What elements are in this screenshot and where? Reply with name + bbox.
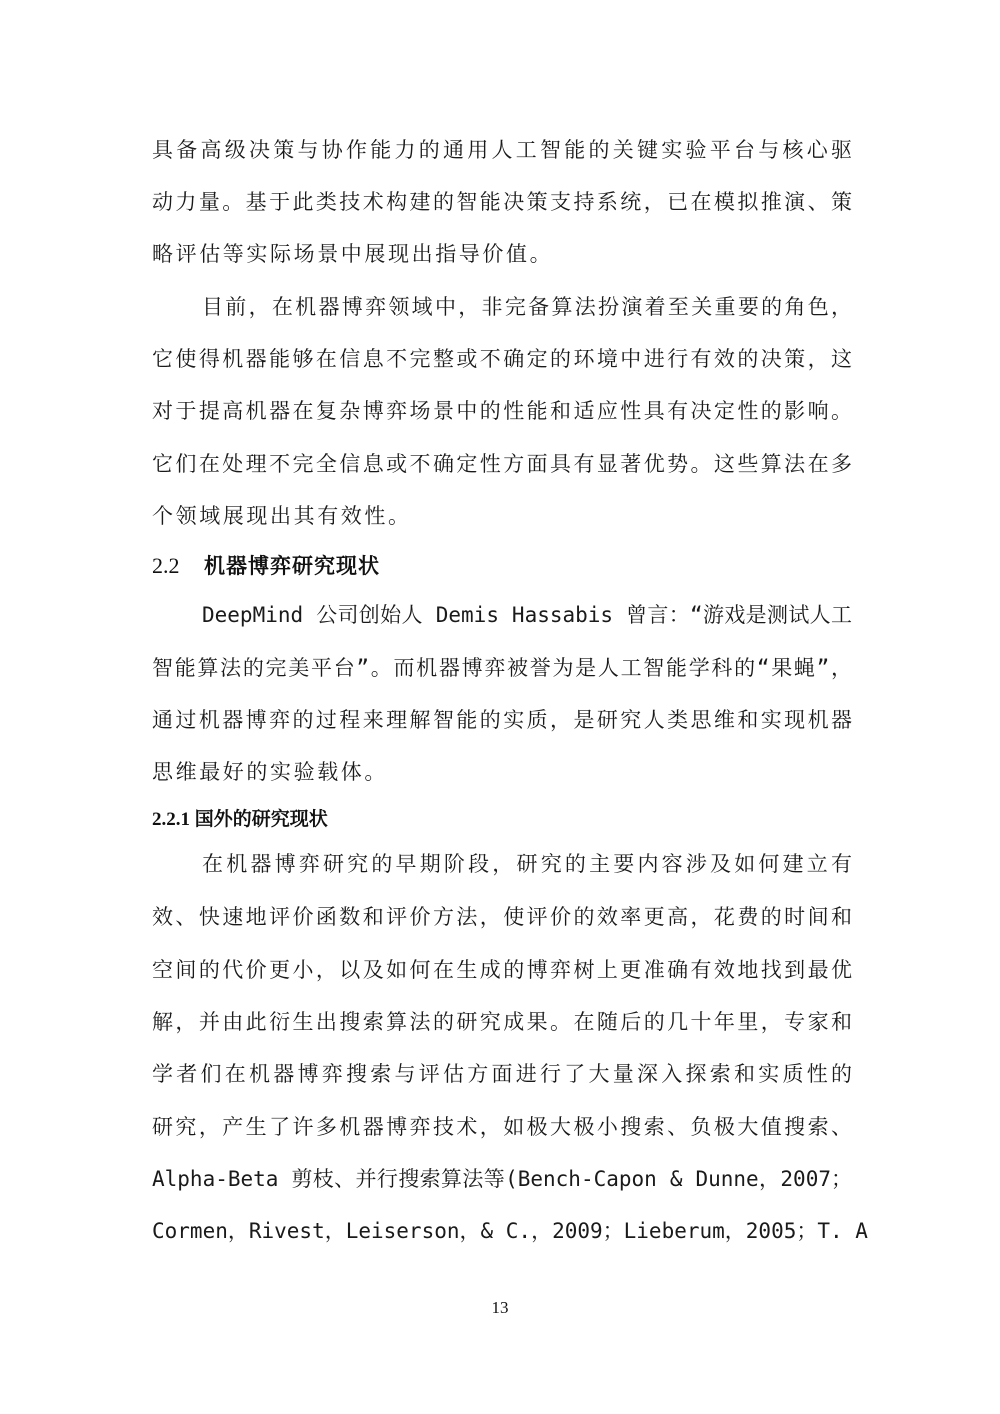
paragraph-3-line-1: DeepMind 公司创始人 Demis Hassabis 曾言：“游戏是测试人工 xyxy=(202,603,852,627)
paragraph-2-line-5: 个领域展现出其有效性。 xyxy=(152,504,412,528)
page-number: 13 xyxy=(491,1298,509,1317)
paragraph-1-line-3: 略评估等实际场景中展现出指导价值。 xyxy=(152,242,554,266)
paragraph-2-line-1: 目前，在机器博弈领域中，非完备算法扮演着至关重要的角色， xyxy=(202,295,852,319)
paragraph-3-line-4: 思维最好的实验载体。 xyxy=(152,760,388,784)
section-heading-2-2-1 xyxy=(152,804,328,835)
paragraph-4-line-7: Alpha-Beta 剪枝、并行搜索算法等(Bench-Capon & Dunne，2007； xyxy=(152,1167,852,1191)
subsection-title: 国外的研究现状 xyxy=(194,808,328,830)
section-title: 机器博弈研究现状 xyxy=(204,554,380,578)
paragraph-1-line-1: 具备高级决策与协作能力的通用人工智能的关键实验平台与核心驱 xyxy=(152,138,852,162)
paragraph-1-line-2: 动力量。基于此类技术构建的智能决策支持系统，已在模拟推演、策 xyxy=(152,190,852,214)
paragraph-4-line-1: 在机器博弈研究的早期阶段，研究的主要内容涉及如何建立有 xyxy=(202,852,852,876)
paragraph-2-line-3: 对于提高机器在复杂博弈场景中的性能和适应性具有决定性的影响。 xyxy=(152,399,852,423)
section-heading-2-2 xyxy=(152,551,380,581)
paragraph-4-line-3: 空间的代价更小，以及如何在生成的博弈树上更准确有效地找到最优 xyxy=(152,958,852,982)
paragraph-4-line-8: Cormen，Rivest，Leiserson，& C.，2009；Lieberum，2005；T. A xyxy=(152,1219,868,1243)
paragraph-3-line-3: 通过机器博弈的过程来理解智能的实质，是研究人类思维和实现机器 xyxy=(152,708,852,732)
paragraph-2-line-2: 它使得机器能够在信息不完整或不确定的环境中进行有效的决策，这 xyxy=(152,347,852,371)
paragraph-3-line-2: 智能算法的完美平台”。而机器博弈被誉为是人工智能学科的“果蝇”， xyxy=(152,656,852,680)
paragraph-4-line-4: 解，并由此衍生出搜索算法的研究成果。在随后的几十年里，专家和 xyxy=(152,1010,852,1034)
paragraph-2-line-4: 它们在处理不完全信息或不确定性方面具有显著优势。这些算法在多 xyxy=(152,452,852,476)
paragraph-4-line-6: 研究，产生了许多机器博弈技术，如极大极小搜索、负极大值搜索、 xyxy=(152,1115,852,1139)
paragraph-4-line-5: 学者们在机器博弈搜索与评估方面进行了大量深入探索和实质性的 xyxy=(152,1062,852,1086)
subsection-number: 2.2.1 xyxy=(152,809,190,830)
paragraph-4-line-2: 效、快速地评价函数和评价方法，使评价的效率更高，花费的时间和 xyxy=(152,905,852,929)
section-number: 2.2 xyxy=(152,553,180,578)
